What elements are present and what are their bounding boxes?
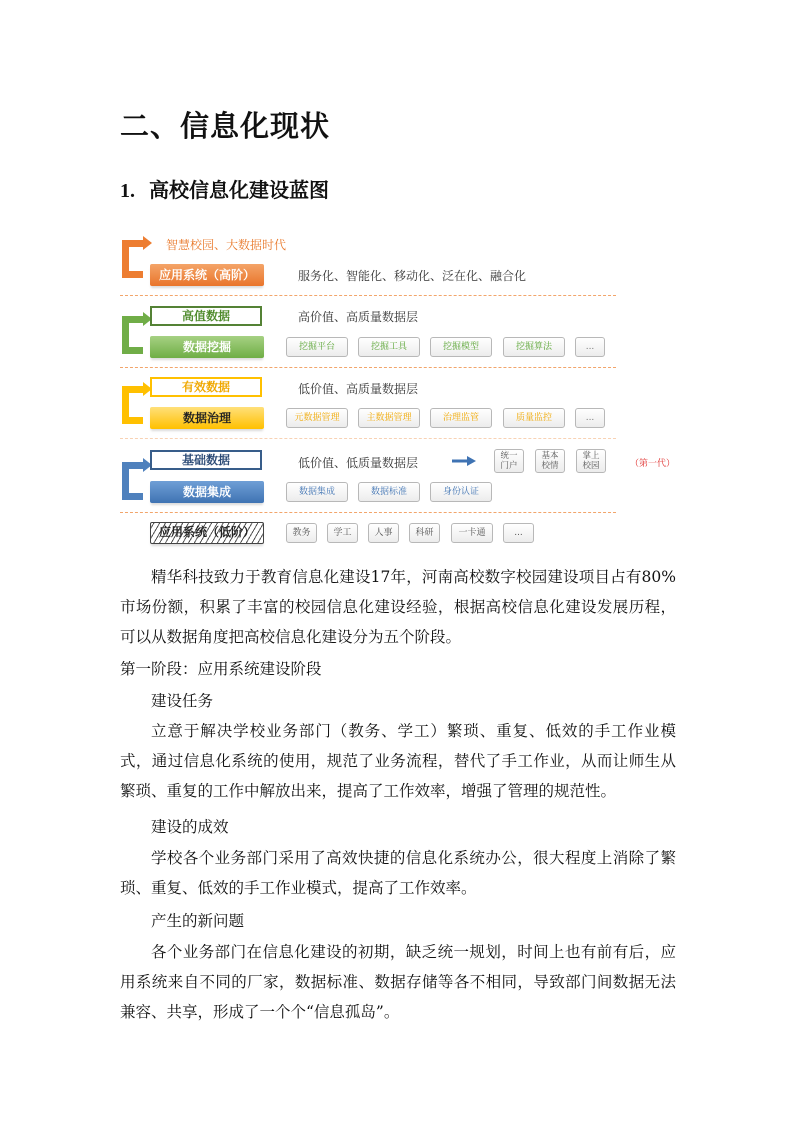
stage-top-valid-data: 有效数据: [150, 377, 262, 397]
chip-academic-affairs: 教务: [286, 523, 317, 543]
chip-student-affairs: 学工: [327, 523, 358, 543]
chip-mining-model: 挖掘模型: [430, 337, 492, 357]
chip-research: 科研: [409, 523, 440, 543]
chip-campus-card: 一卡通: [451, 523, 493, 543]
chip-mining-tools: 挖掘工具: [358, 337, 420, 357]
chip-quality-monitoring: 质量监控: [503, 408, 565, 428]
cycle-bracket-green-icon: [122, 316, 143, 354]
era-label: 智慧校园、大数据时代: [166, 238, 287, 252]
cycle-bracket-yellow-icon: [122, 386, 143, 424]
divider: [120, 367, 616, 368]
chip-data-integration: 数据集成: [286, 482, 348, 502]
chip-basic-school-info: 基本 校情: [535, 449, 565, 473]
generation-label: （第一代）: [630, 459, 676, 469]
chip-governance-more: ...: [575, 408, 605, 428]
stage-data-governance: 数据治理: [150, 407, 264, 429]
divider: [120, 438, 616, 439]
cycle-bracket-blue-icon: [122, 462, 143, 500]
stage-data-integration: 数据集成: [150, 481, 264, 503]
chip-mining-algorithm: 挖掘算法: [503, 337, 565, 357]
subsection-heading: [120, 174, 329, 203]
chip-unified-portal: 统一 门户: [494, 449, 524, 473]
arrow-right-icon: [452, 456, 476, 466]
divider: [120, 512, 616, 513]
chip-data-standard: 数据标准: [358, 482, 420, 502]
layer-desc-governance: 低价值、高质量数据层: [298, 382, 419, 396]
problem-title: 产生的新问题: [151, 912, 245, 930]
stage-apps-high: 应用系统（高阶）: [150, 264, 264, 286]
blueprint-diagram: [118, 230, 678, 550]
phase1-title: 第一阶段：应用系统建设阶段: [120, 660, 322, 678]
problem-paragraph: 各个业务部门在信息化建设的初期，缺乏统一规划，时间上也有前有后，应用系统来自不同的厂家，数据标准、数据存储等各不相同，导致部门间数据无法兼容、共享，形成了一个个“信息孤岛”。: [120, 943, 676, 1021]
chip-hr: 人事: [368, 523, 399, 543]
layer-desc-apps-high: 服务化、智能化、移动化、泛在化、融合化: [298, 269, 527, 283]
layer-desc-integration: 低价值、低质量数据层: [298, 456, 419, 470]
task-title: 建设任务: [151, 692, 214, 710]
chip-metadata-mgmt: 元数据管理: [286, 408, 348, 428]
subsection-title: 高校信息化建设蓝图: [149, 178, 329, 202]
stage-top-basic-data: 基础数据: [150, 450, 262, 470]
chip-mining-more: ...: [575, 337, 605, 357]
chip-identity-auth: 身份认证: [430, 482, 492, 502]
chip-mining-platform: 挖掘平台: [286, 337, 348, 357]
subsection-number: 1.: [120, 180, 135, 202]
divider: [120, 295, 616, 296]
intro-paragraph: 精华科技致力于教育信息化建设17年，河南高校数字校园建设项目占有80%市场份额，积累了丰富的校园信息化建设经验，根据高校信息化建设发展历程，可以从数据角度把高校信息化建设分为五个阶段。: [120, 568, 676, 646]
stage-data-mining: 数据挖掘: [150, 336, 264, 358]
result-title: 建设的成效: [151, 818, 229, 836]
cycle-bracket-orange-icon: [122, 240, 143, 278]
section-heading: 二、信息化现状: [120, 109, 331, 143]
arrow-right-orange-icon: [143, 236, 152, 250]
chip-masterdata-mgmt: 主数据管理: [358, 408, 420, 428]
chip-apps-more: ...: [503, 523, 534, 543]
layer-desc-mining: 高价值、高质量数据层: [298, 310, 419, 324]
stage-top-high-value-data: 高值数据: [150, 306, 262, 326]
stage-apps-low: 应用系统（低阶）: [150, 522, 264, 544]
result-paragraph: 学校各个业务部门采用了高效快捷的信息化系统办公，很大程度上消除了繁琐、重复、低效的手工作业模式，提高了工作效率。: [120, 849, 676, 897]
task-paragraph: 立意于解决学校业务部门（教务、学工）繁琐、重复、低效的手工作业模式，通过信息化系统的使用，规范了业务流程，替代了手工作业，从而让师生从繁琐、重复的工作中解放出来，提高了工作效率，增强了管理的规范性。: [120, 722, 676, 800]
chip-governance-supervision: 治理监管: [430, 408, 492, 428]
chip-mobile-campus: 掌上 校园: [576, 449, 606, 473]
